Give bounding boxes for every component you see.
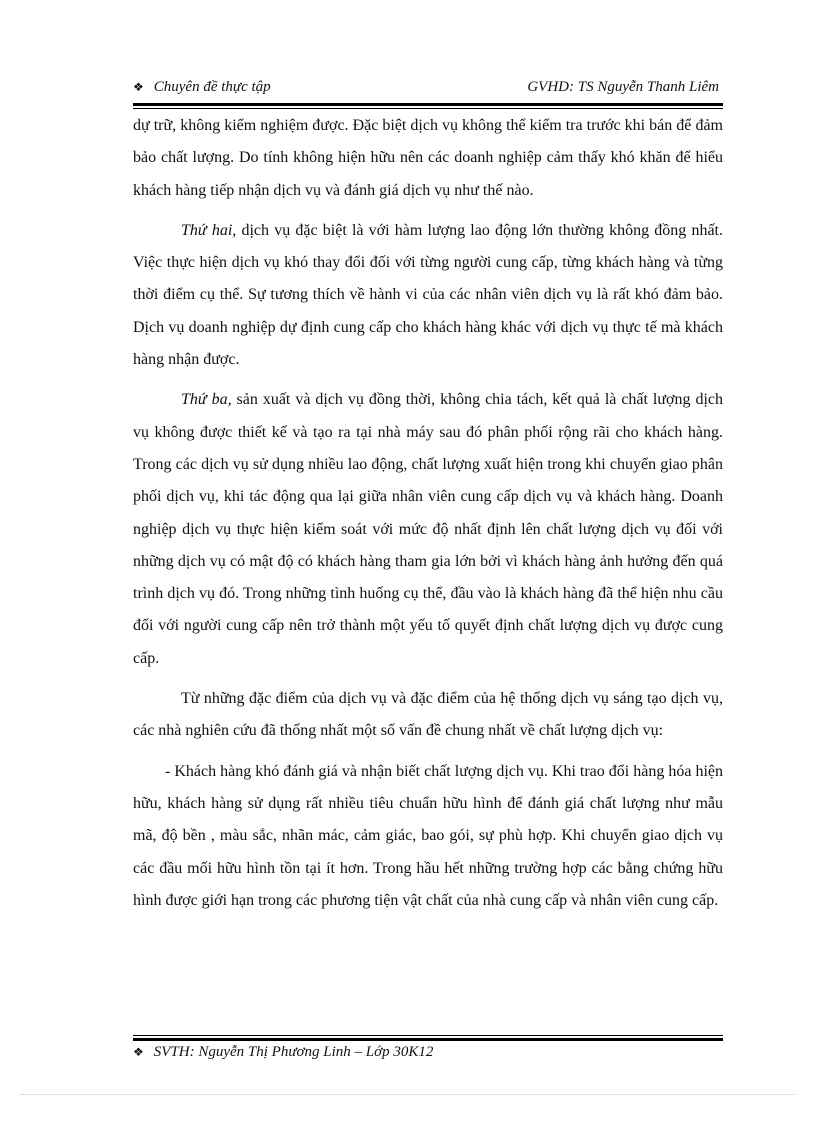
header-title: Chuyên đề thực tập xyxy=(153,79,271,95)
footer-rule xyxy=(133,1035,723,1041)
paragraph-2 xyxy=(133,215,723,376)
paragraph-3-text: sản xuất và dịch vụ đồng thời, không chia tách, kết quả là chất lượng dịch vụ không được thiết kế và tạo ra tại nhà máy sau đó phân phối rộng rãi cho khách hàng. Trong các dịch vụ sử dụng nhiều lao động, chất lượng xuất hiện trong khi chuyển giao phân phối dịch vụ, khi tác động qua lại giữa nhân viên cung cấp dịch vụ và khách hàng. Doanh nghiệp dịch vụ thực hiện kiểm soát với mức độ nhất định lên chất lượng dịch vụ đối với những dịch vụ có mật độ có khách hàng tham gia lớn bởi vì khách hàng ảnh hưởng đến quá trình dịch vụ đó. Trong những tình huống cụ thể, đầu vào là khách hàng đã thể hiện nhu cầu đối với người cung cấp nên trở thành một yếu tố quyết định chất lượng dịch vụ được cung cấp. xyxy=(133,391,724,667)
diamond-bullet-icon: ❖ xyxy=(133,1045,144,1059)
paragraph-2-lead: Thứ hai, xyxy=(181,221,237,239)
paragraph-1-text: dự trữ, không kiểm nghiệm được. Đặc biệt dịch vụ không thể kiểm tra trước khi bán để đảm bảo chất lượng. Do tính không hiện hữu nên các doanh nghiệp cảm thấy khó khăn để hiểu khách hàng tiếp nhận dịch vụ và đánh giá dịch vụ như thế nào. xyxy=(133,117,723,199)
header-rule xyxy=(133,103,723,109)
paragraph-3-lead: Thứ ba, xyxy=(181,391,232,409)
footer-text: SVTH: Nguyễn Thị Phương Linh – Lớp 30K12 xyxy=(153,1044,434,1060)
paragraph-1 xyxy=(133,110,723,207)
page-footer xyxy=(133,1044,433,1061)
diamond-bullet-icon: ❖ xyxy=(133,80,144,94)
document-body xyxy=(133,110,723,925)
page-header xyxy=(133,77,723,99)
header-left xyxy=(133,79,271,96)
paragraph-3 xyxy=(133,384,723,675)
paragraph-2-text: dịch vụ đặc biệt là với hàm lượng lao động lớn thường không đồng nhất. Việc thực hiện dịch vụ khó thay đổi đối với từng người cung cấp, từng khách hàng và từng thời điểm cụ thể. Sự tương thích về hành vi của các nhân viên dịch vụ là rất khó đảm bảo. Dịch vụ doanh nghiệp dự định cung cấp cho khách hàng khác với dịch vụ thực tế mà khách hàng nhận được. xyxy=(133,221,723,369)
paragraph-5-text: - Khách hàng khó đánh giá và nhận biết chất lượng dịch vụ. Khi trao đổi hàng hóa hiện hữu, khách hàng sử dụng rất nhiều tiêu chuẩn hữu hình để đánh giá chất lượng như mẫu mã, độ bền , màu sắc, nhãn mác, cảm giác, bao gói, sự phù hợp. Khi chuyển giao dịch vụ các đầu mối hữu hình tồn tại ít hơn. Trong hầu hết những trường hợp các bằng chứng hữu hình được giới hạn trong các phương tiện vật chất của nhà cung cấp và nhân viên cung cấp. xyxy=(133,762,723,909)
paragraph-5 xyxy=(133,756,723,917)
paragraph-4 xyxy=(133,683,723,748)
header-supervisor: GVHD: TS Nguyễn Thanh Liêm xyxy=(527,79,719,95)
page-edge-divider xyxy=(20,1094,796,1095)
paragraph-4-text: Từ những đặc điểm của dịch vụ và đặc điểm của hệ thống dịch vụ sáng tạo dịch vụ, các nhà nghiên cứu đã thống nhất một số vấn đề chung nhất về chất lượng dịch vụ: xyxy=(133,690,723,740)
